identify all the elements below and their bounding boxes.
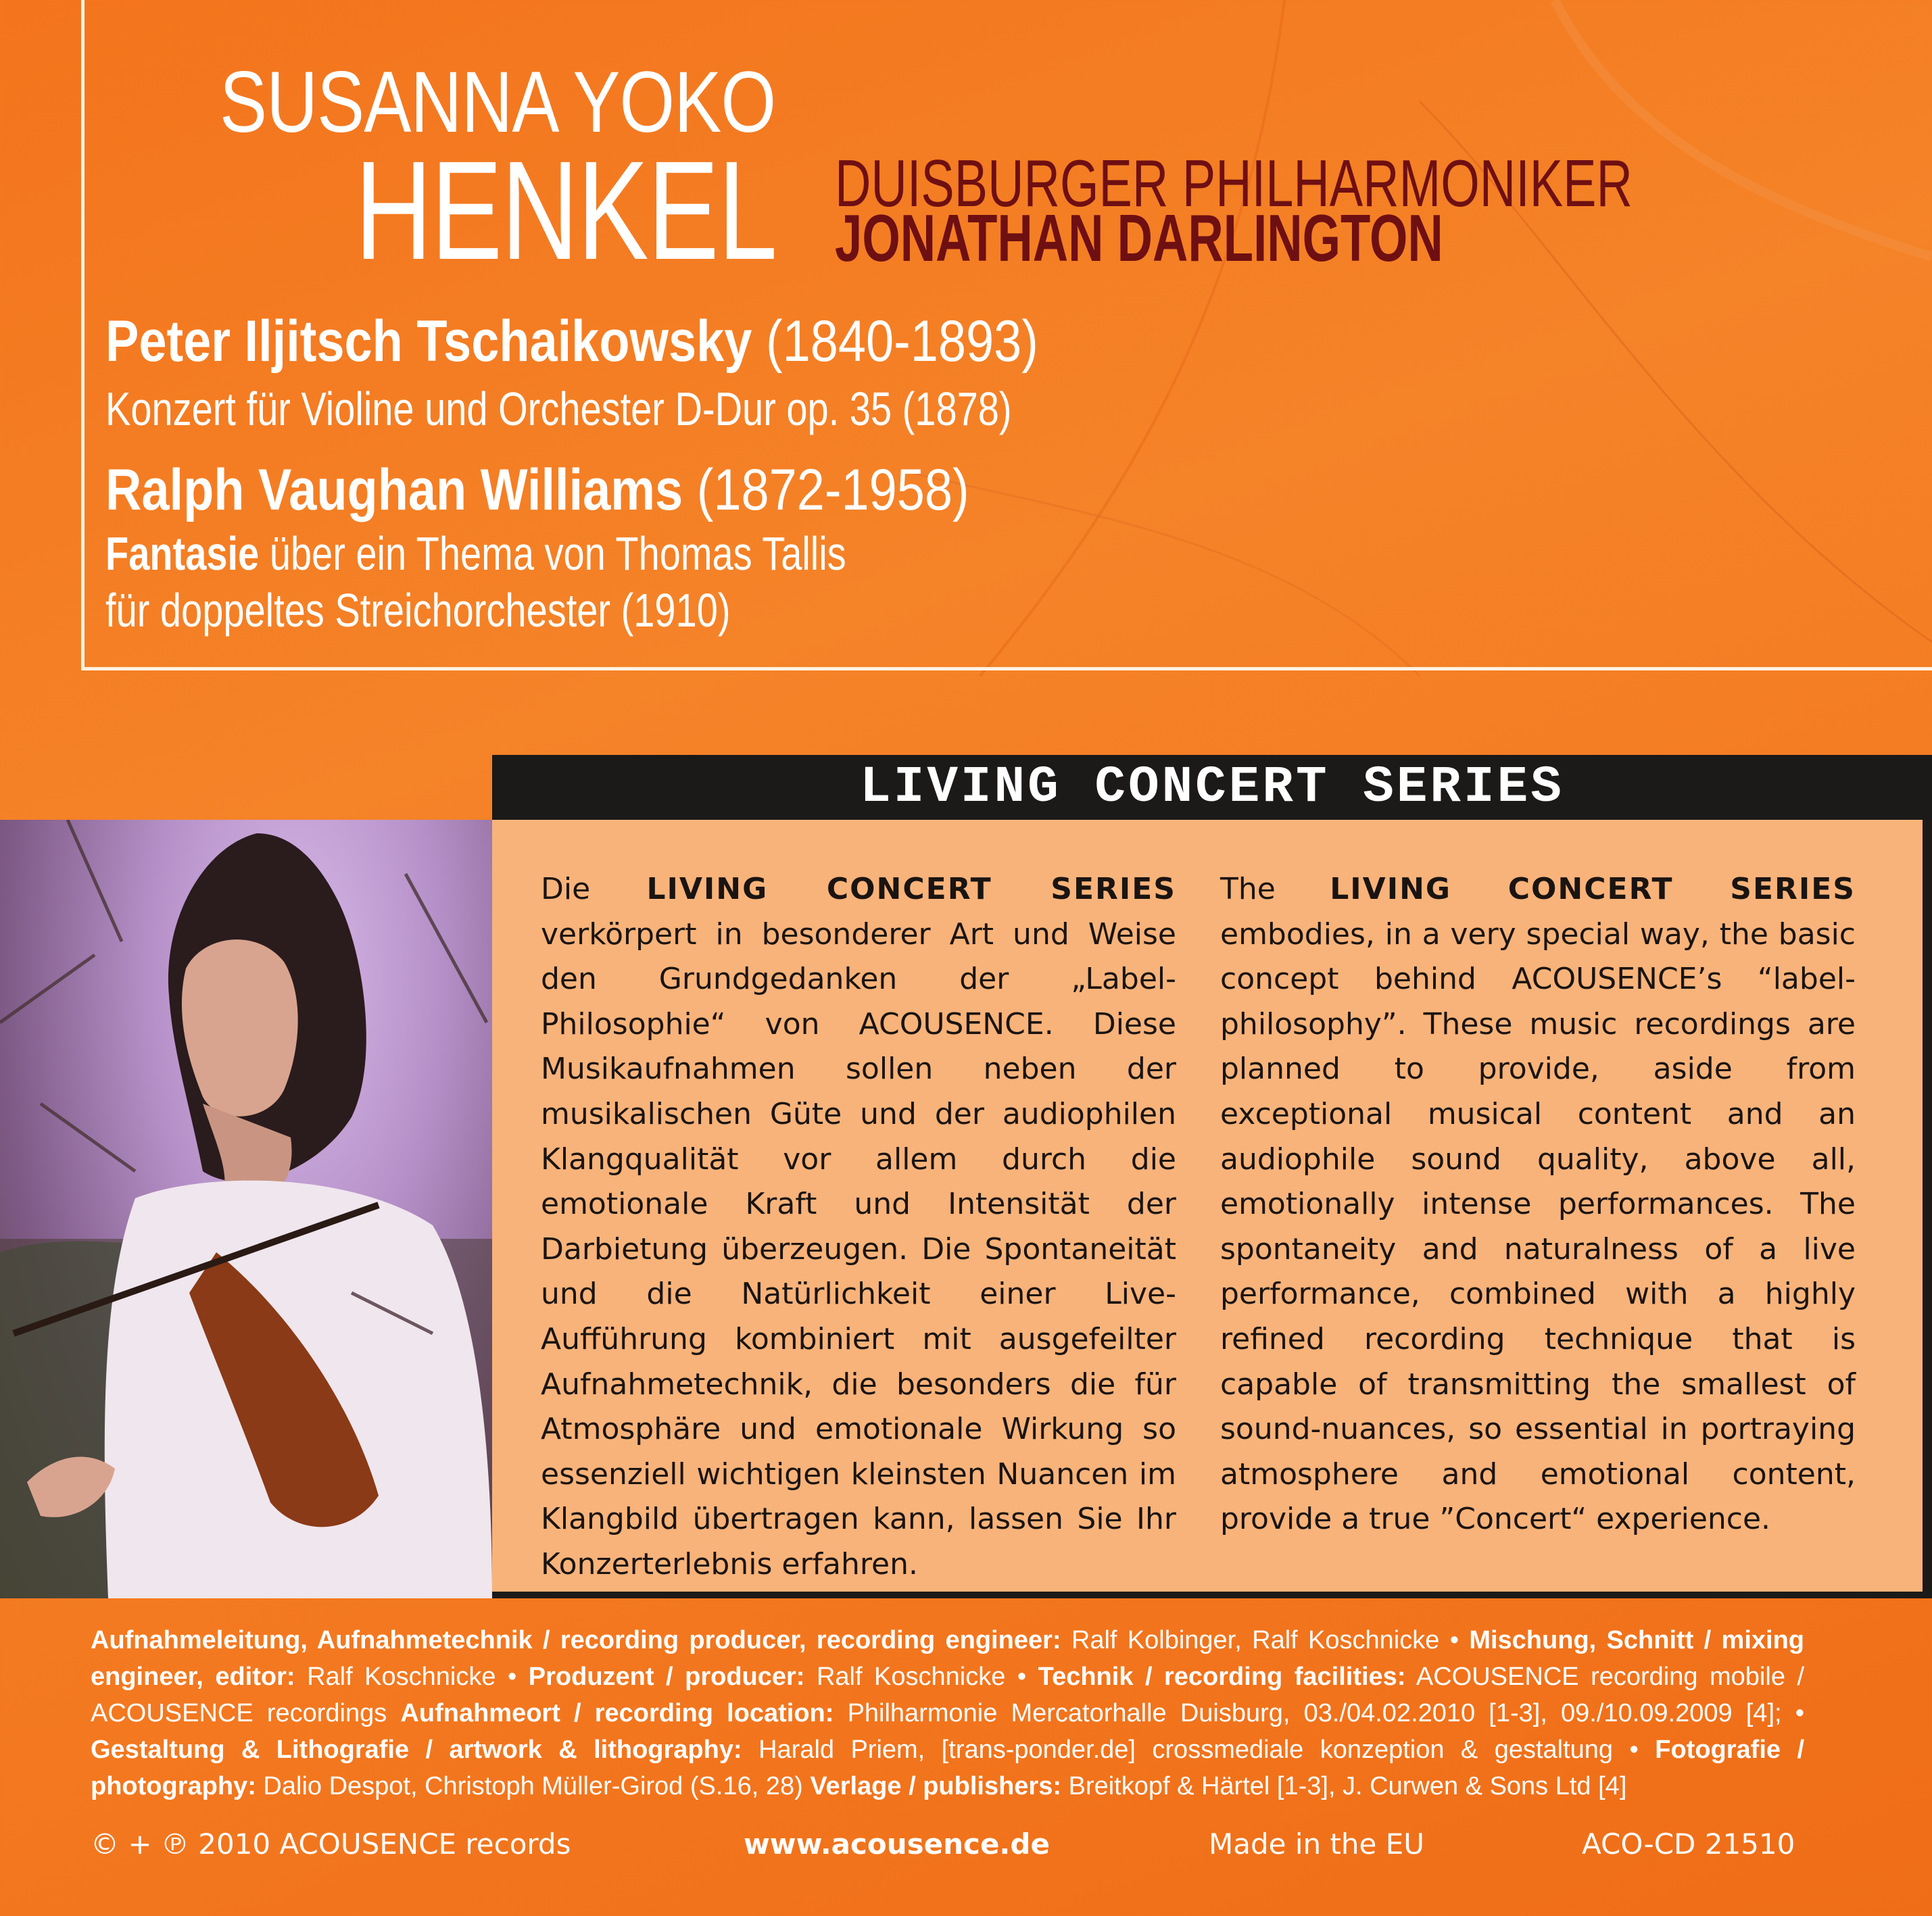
composer-name: Ralph Vaughan Williams [105,458,683,522]
work-title [105,527,846,580]
composer-name: Peter Iljitsch Tschaikowsky [105,309,752,374]
series-name-bold: LIVING CONCERT SERIES [646,872,1176,906]
work-title: Konzert für Violine und Orchester D-Dur op. 35 (1878) [105,383,1012,435]
work-subtitle: für doppeltes Streichorchester (1910) [105,584,731,637]
credit-label: Gestaltung & Lithografie / artwork & lithography: [91,1736,742,1764]
credit-value: ACOUSENCE recording mobile / ACOUSENCE recordings [91,1663,1805,1727]
text-body: embodies, in a very special way, the basic concept behind ACOUSENCE’s “label-philosophy”. These music recordings are planned to provide, aside from exceptional musical content and an audiophile sound quality, above all, emotionally intense performances. The spontaneity and naturalness of a live performance, combined with a highly refined recording technique that is capable of transmitting the smallest of sound-nuances, so essential in portraying atmosphere and emotional content, provide a true ”Concert“ experience. [1220,916,1856,1537]
artist-photo [0,820,492,1598]
credits: Aufnahmeleitung, Aufnahmetechnik / recording producer, recording engineer: Ralf Kolbinger, Ralf Koschnicke • Mischung, Schnitt / mixing engineer, editor: Ralf Koschnicke • Produzent / producer: Ralf Koschnicke • Technik / recording facilities: ACOUSENCE recording mobile / ACOUSENCE recordings Aufnahmeort / recording location: Philharmonie Mercatorhalle Duisburg, 03./04.02.2010 [1-3], 09./10.09.2009 [4]; • Gestaltung & Lithografie / artwork & lithography: Harald Priem, [trans-ponder.de] crossmediale konzeption & gestaltung • Fotografie / photography: Dalio Despot, Christoph Müller-Girod (S.16, 28) Verlage / publishers: Breitkopf & Härtel [1-3], J. Curwen & Sons Ltd [4] [91,1626,1805,1800]
credit-value: Ralf Koschnicke [816,1663,1006,1691]
description-german [541,867,1176,1588]
work-line: über ein Thema von Thomas Tallis [269,527,846,580]
credit-value: Ralf Koschnicke [307,1663,496,1691]
composer-years: (1872-1958) [696,458,969,522]
catalog-number: ACO-CD 21510 [1582,1827,1795,1861]
composer-years: (1840-1893) [765,309,1038,374]
credit-label: Technik / recording facilities: [1038,1663,1406,1691]
work-lead: Fantasie [105,527,260,580]
text-lead: The [1220,872,1330,906]
artist-last-name: HENKEL [355,132,777,289]
series-name-bold: LIVING CONCERT SERIES [1330,872,1856,906]
conductor-name: JONATHAN DARLINGTON [835,201,1443,275]
copyright-notice: © + ℗ 2010 ACOUSENCE records [91,1827,571,1861]
series-title: LIVING CONCERT SERIES [860,758,1564,816]
credit-label: Aufnahmeort / recording location: [400,1699,834,1727]
origin-label: Made in the EU [1209,1827,1425,1861]
credit-label: Mischung, Schnitt / mixing engineer, editor: [91,1626,1804,1691]
orchestra-name: DUISBURGER PHILHARMONIKER [835,146,1633,220]
credit-value: Ralf Kolbinger, Ralf Koschnicke [1071,1626,1440,1654]
description-english [1220,867,1856,1542]
credit-value: Dalio Despot, Christoph Müller-Girod (S.16, 28) [263,1772,803,1800]
website-link[interactable]: www.acousence.de [744,1827,1050,1861]
credit-value: Breitkopf & Härtel [1-3], J. Curwen & Sons Ltd [4] [1068,1772,1627,1800]
credit-label: Aufnahmeleitung, Aufnahmetechnik / recording producer, recording engineer: [91,1626,1061,1654]
credit-value: Philharmonie Mercatorhalle Duisburg, 03./04.02.2010 [1-3], 09./10.09.2009 [4]; [847,1699,1782,1727]
credit-label: Fotografie / photography: [91,1736,1805,1800]
artist-first-name: SUSANNA YOKO [220,54,776,151]
text-lead: Die [541,872,647,906]
credit-label: Verlage / publishers: [810,1772,1061,1800]
credit-label: Produzent / producer: [528,1663,805,1691]
composer-vaughan-williams [105,458,969,522]
composer-tschaikowsky [105,309,1038,374]
credit-value: Harald Priem, [trans-ponder.de] crossmediale konzeption & gestaltung [758,1736,1614,1764]
text-body: verkörpert in besonderer Art und Weise den Grundgedanken der „Label-Philosophie“ von ACOUSENCE. Diese Musikaufnahmen sollen neben der musikalischen Güte und der audiophilen Klangqualität vor allem durch die emotionale Kraft und Intensität der Darbietung überzeugen. Die Spontaneität und die Natürlichkeit einer Live-Aufführung kombiniert mit ausgefeilter Aufnahmetechnik, die besonders die für Atmosphäre und emotionale Wirkung so essenziell wichtigen kleinsten Nuancen im Klangbild übertragen kann, lassen Sie Ihr Konzerterlebnis erfahren. [541,916,1176,1581]
